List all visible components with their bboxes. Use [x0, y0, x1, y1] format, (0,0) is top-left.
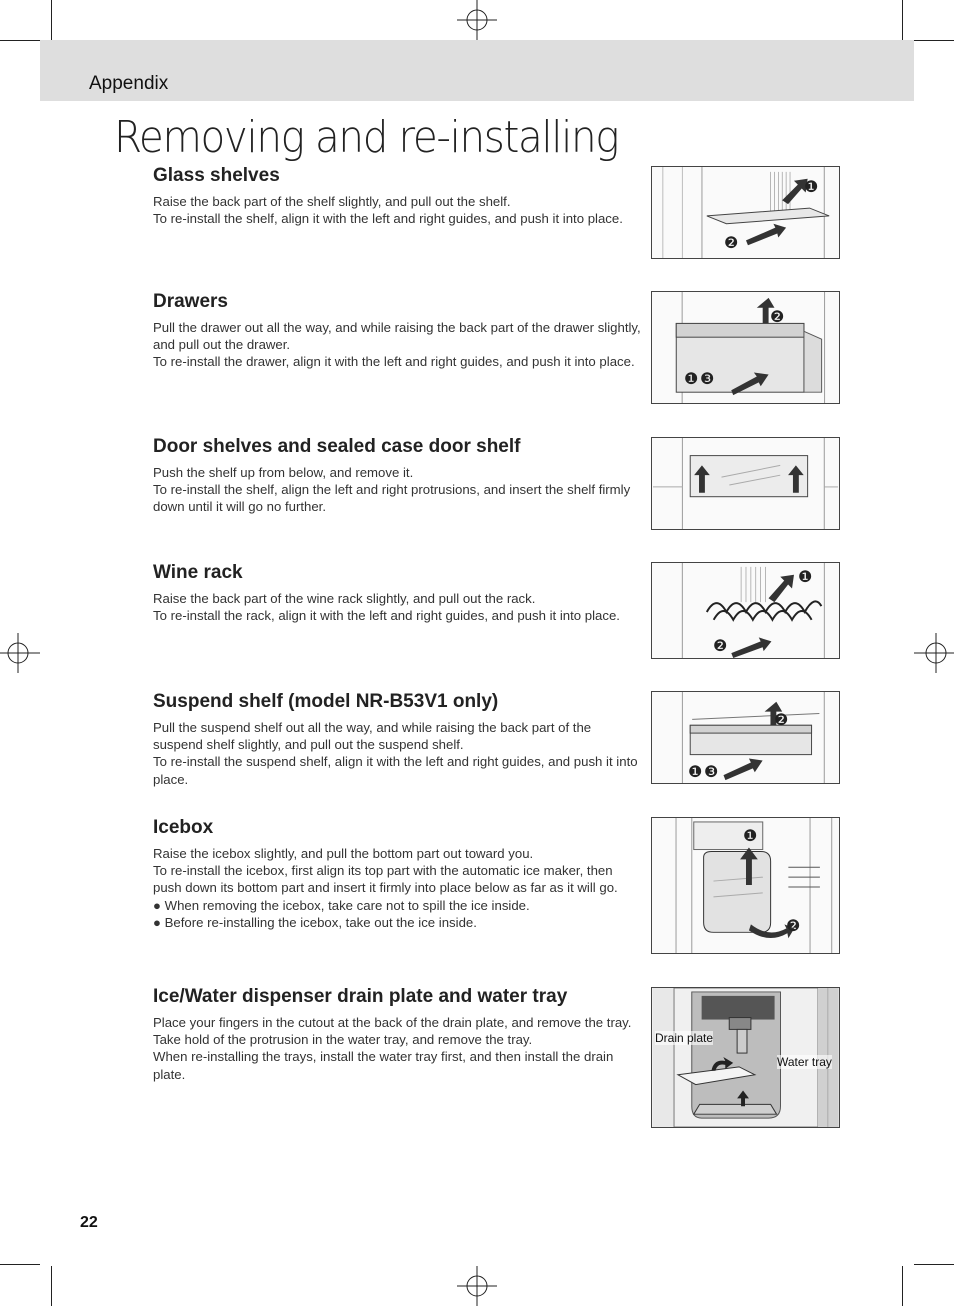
section-body: [153, 319, 643, 371]
section-title: Glass shelves: [153, 165, 280, 186]
page-title: Removing and re-installing: [114, 112, 619, 163]
body-line: To re-install the icebox, first align its top part with the automatic ice maker, then push down its bottom part and insert it firmly into place below as far as it will go.: [153, 863, 618, 896]
section-glass-shelves: [153, 165, 643, 227]
step-1-marker: ❶: [688, 764, 703, 781]
suspend-shelf-figure: [651, 691, 840, 784]
registration-mark-icon: [457, 0, 497, 40]
crop-mark: [914, 1264, 954, 1265]
section-title: Door shelves and sealed case door shelf: [153, 436, 521, 457]
drain-plate-label: Drain plate: [655, 1031, 714, 1045]
step-2-marker: ❷: [774, 712, 789, 729]
header-band: [40, 40, 914, 101]
body-line: Pull the drawer out all the way, and while raising the back part of the drawer slightly, and pull out the drawer.: [153, 320, 641, 353]
section-suspend-shelf: [153, 691, 643, 788]
body-line: Push the shelf up from below, and remove it.: [153, 465, 414, 480]
body-line: To re-install the shelf, align the left and right protrusions, and insert the shelf firmly down until it will go no further.: [153, 482, 631, 515]
glass-shelf-figure: [651, 166, 840, 259]
step-1-marker: ❶: [684, 371, 699, 388]
section-wine-rack: [153, 562, 643, 624]
drawer-figure: [651, 291, 840, 404]
crop-mark: [0, 1264, 40, 1265]
step-1-marker: ❶: [743, 828, 758, 845]
dispenser-figure: [651, 987, 840, 1128]
section-body: [153, 590, 643, 624]
door-shelf-figure: [651, 437, 840, 530]
body-line: Raise the back part of the wine rack slightly, and pull out the rack.: [153, 591, 536, 606]
section-body: [153, 464, 643, 516]
body-line: ● Before re-installing the icebox, take out the ice inside.: [153, 914, 477, 930]
step-1-marker: ❶: [804, 179, 819, 196]
body-line: Raise the icebox slightly, and pull the bottom part out toward you.: [153, 846, 534, 861]
wine-rack-figure: [651, 562, 840, 659]
step-2-marker: ❷: [770, 309, 785, 326]
body-line: To re-install the drawer, align it with the left and right guides, and push it into place.: [153, 354, 635, 370]
body-line: To re-install the shelf, align it with the left and right guides, and push it into place.: [153, 211, 623, 227]
section-icebox: [153, 817, 643, 931]
body-line: To re-install the rack, align it with the left and right guides, and push it into place.: [153, 608, 620, 624]
step-3-marker: ❸: [700, 371, 715, 388]
section-body: [153, 193, 643, 227]
section-title: Drawers: [153, 291, 228, 312]
section-title: Suspend shelf (model NR-B53V1 only): [153, 691, 499, 712]
body-line: To re-install the suspend shelf, align it with the left and right guides, and push it into place.: [153, 754, 638, 787]
section-body: [153, 845, 643, 931]
registration-mark-icon: [914, 633, 954, 673]
section-title: Icebox: [153, 817, 214, 838]
icebox-figure: [651, 817, 840, 954]
registration-mark-icon: [457, 1266, 497, 1306]
registration-mark-icon: [0, 633, 40, 673]
step-3-marker: ❸: [704, 764, 719, 781]
crop-mark: [914, 40, 954, 41]
section-body: [153, 719, 643, 788]
section-door-shelves: [153, 436, 643, 516]
body-line: ● When removing the icebox, take care not to spill the ice inside.: [153, 897, 530, 913]
section-body: [153, 1014, 643, 1083]
crop-mark: [902, 1266, 903, 1306]
crop-mark: [51, 1266, 52, 1306]
section-dispenser-drain: [153, 986, 643, 1083]
step-2-marker: ❷: [724, 235, 739, 252]
page-number: 22: [80, 1214, 98, 1231]
body-line: When re-installing the trays, install the water tray first, and then install the drain plate.: [153, 1049, 614, 1082]
crop-mark: [902, 0, 903, 40]
body-line: Place your fingers in the cutout at the back of the drain plate, and remove the tray.: [153, 1015, 632, 1030]
crop-mark: [51, 0, 52, 40]
body-line: Take hold of the protrusion in the water tray, and remove the tray.: [153, 1032, 533, 1048]
section-drawers: [153, 291, 643, 371]
crop-mark: [0, 40, 40, 41]
header-label: Appendix: [89, 73, 169, 94]
body-line: Raise the back part of the shelf slightly, and pull out the shelf.: [153, 194, 511, 209]
step-2-marker: ❷: [786, 918, 801, 935]
step-2-marker: ❷: [713, 638, 728, 655]
water-tray-label: Water tray: [777, 1055, 832, 1069]
section-title: Wine rack: [153, 562, 243, 583]
step-1-marker: ❶: [798, 569, 813, 586]
section-title: Ice/Water dispenser drain plate and water tray: [153, 986, 568, 1007]
body-line: Pull the suspend shelf out all the way, and while raising the back part of the suspend shelf slightly, and pull out the suspend shelf.: [153, 720, 592, 753]
